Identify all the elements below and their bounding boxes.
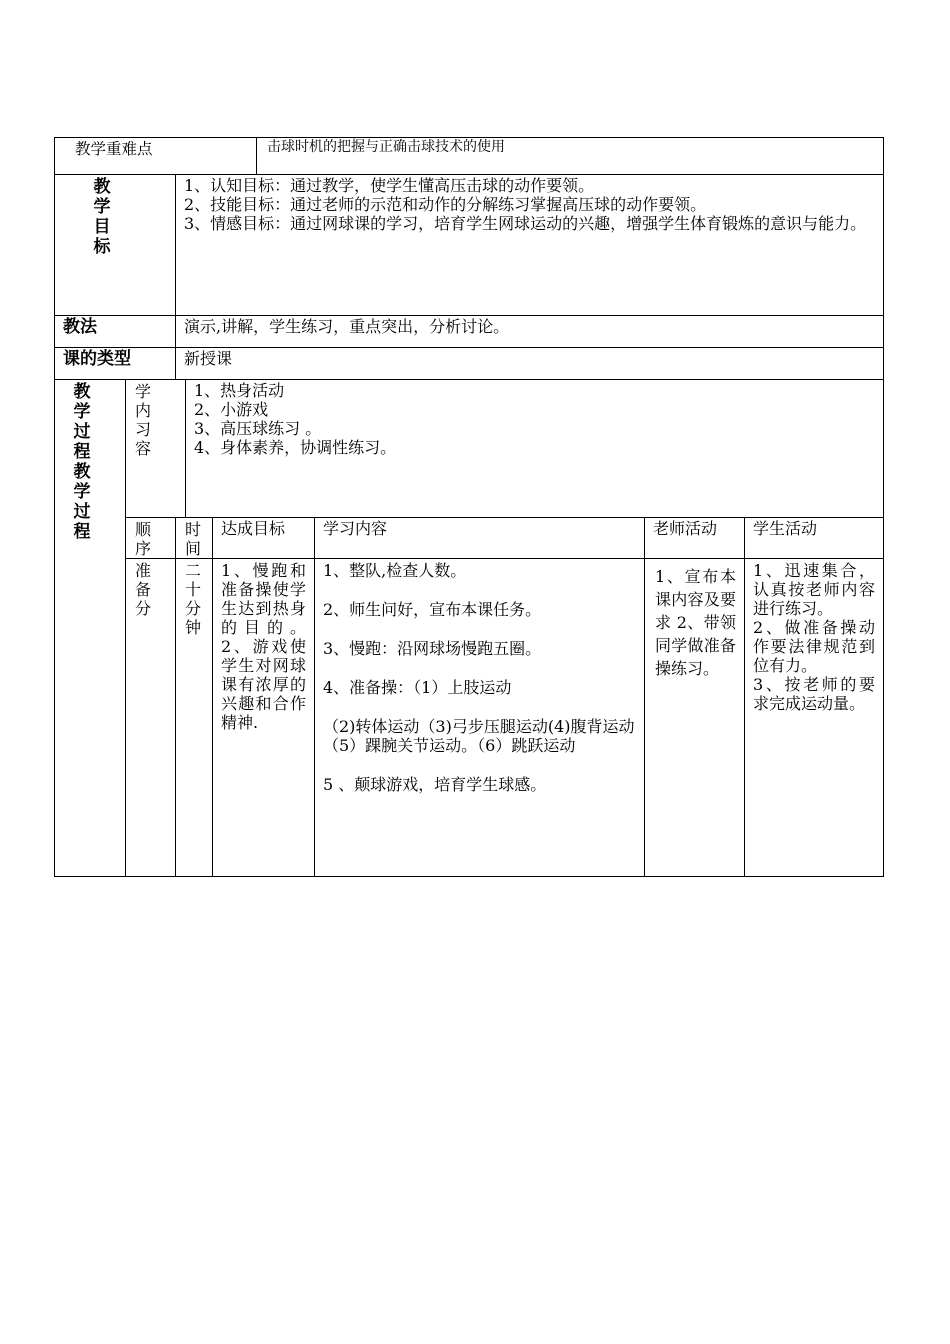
process-item-1: 1、热身活动 — [194, 381, 285, 400]
content-item-5: （2)转体运动（3)弓步压腿运动(4)腹背运动（5）踝腕关节运动。（6）跳跃运动 — [323, 717, 635, 755]
type-label: 课的类型 — [63, 349, 131, 369]
row-order-cell — [126, 559, 176, 877]
student-item-2: 2、做准备操动作要法律规范到位有力。 — [753, 618, 876, 675]
process-item-3: 3、高压球练习 。 — [194, 419, 322, 438]
student-item-1: 1、迅速集合，认真按老师内容进行练习。 — [753, 561, 876, 618]
process-item-2: 2、小游戏 — [194, 400, 269, 419]
method-label: 教法 — [63, 317, 97, 337]
header-teacher-cell — [645, 518, 745, 559]
process-sublabel: 学内习容 — [134, 382, 151, 458]
method-content-cell — [176, 316, 884, 348]
header-teacher: 老师活动 — [653, 519, 718, 538]
process-content-cell — [186, 380, 884, 518]
row-teacher-cell — [645, 559, 745, 877]
process-item-4: 4、身体素养，协调性练习。 — [194, 438, 397, 457]
goals-label-cell — [55, 175, 176, 316]
type-label-cell — [55, 348, 176, 380]
process-sublabel-cell — [126, 380, 186, 518]
row-order: 准备分 — [134, 561, 151, 618]
type-content-cell — [176, 348, 884, 380]
goals-label: 教学目标 — [93, 177, 111, 257]
header-goal: 达成目标 — [221, 519, 286, 538]
content-item-4: 4、准备操：（1）上肢运动 — [323, 678, 512, 697]
header-time: 时间 — [184, 520, 201, 558]
goal-item-1: 1、认知目标：通过教学，使学生懂高压击球的动作要领。 — [184, 176, 595, 195]
row-student-cell — [745, 559, 884, 877]
difficulty-content: 击球时机的把握与正确击球技术的使用 — [267, 139, 505, 155]
header-content-cell — [315, 518, 645, 559]
row-time-cell — [176, 559, 213, 877]
goal-item-3: 3、情感目标：通过网球课的学习，培育学生网球运动的兴趣，增强学生体育锻炼的意识与能力。 — [184, 214, 867, 233]
content-item-6: 5 、颠球游戏，培育学生球感。 — [323, 775, 547, 794]
content-item-1: 1、整队,检查人数。 — [323, 561, 467, 580]
header-goal-cell — [213, 518, 315, 559]
process-label: 教学过程教学过程 — [73, 382, 91, 542]
row-teacher: 1、宣布本课内容及要求 2、带领同学做准备操练习。 — [655, 567, 736, 678]
content-item-2: 2、师生问好，宣布本课任务。 — [323, 600, 542, 619]
header-student-cell — [745, 518, 884, 559]
process-label-cell — [55, 380, 126, 877]
content-item-3: 3、慢跑：沿网球场慢跑五圈。 — [323, 639, 542, 658]
goal-item-2: 2、技能目标：通过老师的示范和动作的分解练习掌握高压球的动作要领。 — [184, 195, 707, 214]
row-content-cell — [315, 559, 645, 877]
lesson-plan-table-top — [54, 137, 884, 175]
student-item-3: 3、按老师的要求完成运动量。 — [753, 675, 876, 713]
header-student: 学生活动 — [753, 519, 818, 538]
difficulty-label: 教学重难点 — [75, 140, 153, 158]
row-goal-cell — [213, 559, 315, 877]
method-label-cell — [55, 316, 176, 348]
header-content: 学习内容 — [323, 519, 388, 538]
difficulty-label-cell — [55, 138, 257, 175]
row-time: 二十分钟 — [184, 561, 201, 637]
method-content: 演示,讲解，学生练习，重点突出，分析讨论。 — [184, 317, 510, 336]
header-order-cell — [126, 518, 176, 559]
lesson-plan-table-main — [54, 174, 884, 877]
difficulty-content-cell — [257, 138, 884, 175]
row-goal: 1、慢跑和准备操使学生达到热身的目的。 2、游戏使学生对网球课有浓厚的兴趣和合作精神. — [221, 561, 306, 732]
header-order: 顺序 — [134, 520, 151, 558]
type-content: 新授课 — [184, 349, 233, 368]
header-time-cell — [176, 518, 213, 559]
goals-content-cell — [176, 175, 884, 316]
